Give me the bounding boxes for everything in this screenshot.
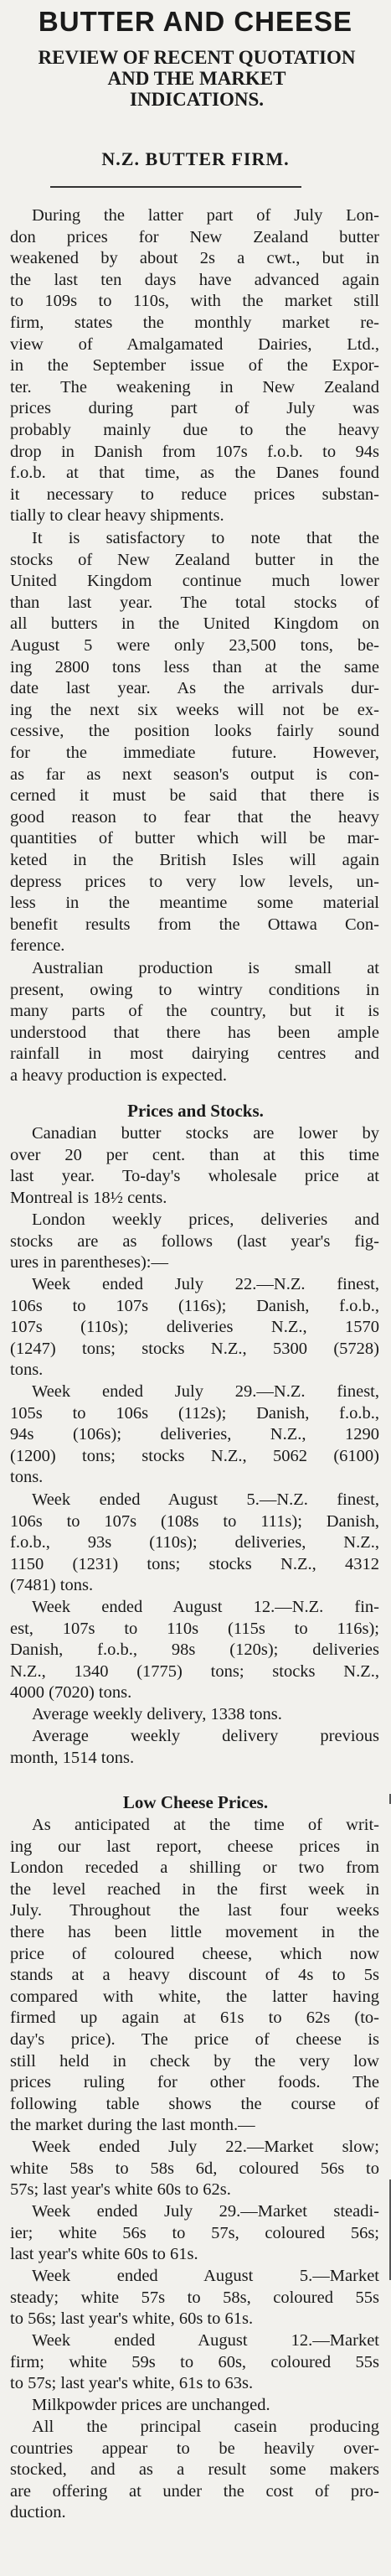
text-line: many parts of the country, but it is bbox=[10, 1002, 379, 1021]
text-line: Montreal is 18½ cents. bbox=[10, 1188, 167, 1207]
paragraph-text bbox=[0, 1381, 391, 1489]
deck-line: REVIEW OF RECENT QUOTATION bbox=[38, 47, 356, 68]
paragraph bbox=[0, 528, 391, 957]
text-line: last year. To-day's wholesale price at bbox=[10, 1167, 379, 1186]
text-line: are offering at under the cost of pro- bbox=[10, 2481, 379, 2501]
text-line: duction. bbox=[10, 2503, 66, 2522]
paragraph-text bbox=[0, 1123, 391, 1209]
text-line: compared with white, the latter having bbox=[10, 1987, 379, 2006]
text-line: to 109s to 110s, with the market still bbox=[10, 292, 379, 311]
weekly-report bbox=[0, 1381, 391, 1489]
text-line: drop in Danish from 107s f.o.b. to 94s bbox=[10, 442, 379, 461]
text-line: stocks are as follows (last year's fig- bbox=[10, 1231, 379, 1251]
paragraph bbox=[0, 205, 391, 527]
text-line: weakened by about 2s a cwt., but in bbox=[10, 249, 379, 268]
text-line: ing our last report, cheese prices in bbox=[10, 1837, 379, 1856]
text-line: 107s (110s); deliveries N.Z., 1570 bbox=[10, 1318, 379, 1337]
paragraph-text bbox=[0, 1726, 391, 1769]
text-line: 1150 (1231) tons; stocks N.Z., 4312 bbox=[10, 1554, 379, 1573]
subheading-cheese: Low Cheese Prices. bbox=[122, 1792, 269, 1812]
text-line: to 56s; last year's white, 60s to 61s. bbox=[10, 2309, 254, 2329]
text-line: a heavy production is expected. bbox=[10, 1065, 228, 1085]
text-line: ing the next six weeks will not be ex- bbox=[10, 700, 379, 719]
text-line: white 58s to 58s 6d, coloured 56s to bbox=[10, 2159, 379, 2178]
text-line: It is satisfactory to note that the bbox=[32, 529, 379, 547]
text-line: stands at a heavy discount of 4s to 5s bbox=[10, 1966, 379, 1985]
cheese-weekly-report bbox=[0, 2201, 391, 2266]
text-line: date last year. As the arrivals dur- bbox=[10, 679, 379, 698]
text-line: firmed up again at 61s to 62s (to- bbox=[10, 2008, 379, 2028]
cheese-weekly-report bbox=[0, 2137, 391, 2201]
headline: BUTTER AND CHEESE bbox=[38, 6, 353, 37]
text-line: ference. bbox=[10, 936, 65, 956]
text-line: (1200) tons; stocks N.Z., 5062 (6100) bbox=[10, 1446, 379, 1465]
text-line: tons. bbox=[10, 1361, 44, 1380]
paragraph-text bbox=[0, 2395, 391, 2417]
text-line: than last year. The total stocks of bbox=[10, 593, 379, 612]
text-line: probably mainly due to the heavy bbox=[10, 420, 379, 439]
text-line: benefit results from the Ottawa Con- bbox=[10, 915, 379, 934]
text-line: ing 2800 tons less than at the same bbox=[10, 657, 379, 676]
text-line: 4000 (7020) tons. bbox=[10, 1683, 132, 1703]
text-line: prices ruling for other foods. The bbox=[10, 2073, 379, 2092]
paragraph-text bbox=[0, 1704, 391, 1726]
section-title: N.Z. BUTTER FIRM. bbox=[101, 148, 290, 169]
text-line: in the September issue of the Expor- bbox=[10, 356, 379, 376]
text-line: Milkpowder prices are unchanged. bbox=[32, 2396, 270, 2414]
text-line: 105s to 106s (112s); Danish, f.o.b., bbox=[10, 1403, 379, 1423]
text-line: the level reached in the first week in bbox=[10, 1879, 379, 1899]
paragraph-text bbox=[0, 205, 391, 527]
text-line: cessive, the position looks fairly sound bbox=[10, 722, 379, 741]
text-line: tially to clear heavy shipments. bbox=[10, 506, 224, 526]
text-line: depress prices to very low levels, un- bbox=[10, 872, 379, 891]
text-line: (1247) tons; stocks N.Z., 5300 (5728) bbox=[10, 1339, 379, 1358]
weekly-report bbox=[0, 1490, 391, 1597]
text-line: cerned it must be said that there is bbox=[10, 786, 379, 806]
text-line: the market during the last month.— bbox=[10, 2116, 255, 2135]
deck-heading bbox=[8, 47, 385, 110]
text-line: As anticipated at the time of writ- bbox=[32, 1816, 379, 1834]
subheading-prices: Prices and Stocks. bbox=[127, 1101, 264, 1121]
text-line: to 57s; last year's white, 61s to 63s. bbox=[10, 2374, 254, 2393]
text-line: month, 1514 tons. bbox=[10, 1748, 135, 1767]
text-line: f.o.b. at that time, as the Danes found bbox=[10, 464, 379, 483]
text-line: N.Z., 1340 (1775) tons; stocks N.Z., bbox=[10, 1661, 379, 1681]
text-line: ures in parentheses):— bbox=[10, 1253, 168, 1272]
text-line: Week ended August 12.—N.Z. fin- bbox=[32, 1598, 379, 1616]
text-line: last year's white 60s to 61s. bbox=[10, 2245, 198, 2264]
text-line: price of coloured cheese, which now bbox=[10, 1944, 379, 1963]
text-line: 106s to 107s (116s); Danish, f.o.b., bbox=[10, 1296, 379, 1315]
text-line: firm; white 59s to 60s, coloured 55s bbox=[10, 2352, 379, 2371]
paragraph-text bbox=[0, 2137, 391, 2201]
text-line: view of Amalgamated Dairies, Ltd., bbox=[10, 334, 379, 354]
text-line: countries appear to be heavily over- bbox=[10, 2439, 379, 2458]
text-line: Week ended August 5.—Market bbox=[32, 2267, 379, 2285]
text-line: United Kingdom continue much lower bbox=[10, 572, 379, 591]
paragraph-text bbox=[0, 1210, 391, 1274]
text-line: firm, states the monthly market re- bbox=[10, 313, 379, 332]
text-line: est, 107s to 110s (115s to 116s); bbox=[10, 1619, 379, 1638]
paragraph-text bbox=[0, 2266, 391, 2330]
text-line: 106s to 107s (108s to 111s); Danish, bbox=[10, 1511, 379, 1531]
text-line: 94s (106s); deliveries, N.Z., 1290 bbox=[10, 1425, 379, 1444]
paragraph-text bbox=[0, 2417, 391, 2524]
text-line: London weekly prices, deliveries and bbox=[32, 1210, 379, 1229]
text-line: less in the meantime some material bbox=[10, 894, 379, 913]
text-line: Danish, f.o.b., 98s (120s); deliveries bbox=[10, 1640, 379, 1660]
paragraph-text bbox=[0, 2201, 391, 2266]
text-line: it necessary to reduce prices substan- bbox=[10, 485, 379, 504]
text-line: Average weekly delivery previous bbox=[32, 1727, 379, 1745]
text-line: Week ended July 29.—Market steadi- bbox=[32, 2202, 379, 2221]
deck-line: INDICATIONS. bbox=[130, 89, 264, 110]
paragraph-text bbox=[0, 2330, 391, 2395]
paragraph-text bbox=[0, 1597, 391, 1704]
text-line: there has been little movement in the bbox=[10, 1922, 379, 1941]
text-line: Week ended July 29.—N.Z. finest, bbox=[32, 1382, 379, 1401]
text-line: ter. The weakening in New Zealand bbox=[10, 377, 379, 397]
text-line: keted in the British Isles will again bbox=[10, 850, 379, 869]
paragraph-text bbox=[0, 1274, 391, 1381]
text-line: all butters in the United Kingdom on bbox=[10, 614, 379, 634]
text-line: for the immediate future. However, bbox=[10, 743, 379, 762]
divider-rule bbox=[50, 186, 301, 188]
paragraph bbox=[0, 2417, 391, 2524]
paragraph-text bbox=[0, 1815, 391, 2137]
text-line: stocks of New Zealand butter in the bbox=[10, 550, 379, 569]
text-line: Week ended July 22.—N.Z. finest, bbox=[32, 1275, 379, 1293]
text-line: Average weekly delivery, 1338 tons. bbox=[32, 1705, 282, 1723]
text-line: Week ended August 12.—Market bbox=[32, 2331, 379, 2350]
text-line: Australian production is small at bbox=[32, 959, 379, 977]
text-line: over 20 per cent. than at this time bbox=[10, 1145, 379, 1164]
text-line: tons. bbox=[10, 1468, 44, 1487]
deck-line: AND THE MARKET bbox=[107, 68, 286, 89]
text-line: present, owing to wintry conditions in bbox=[10, 980, 379, 999]
paragraph bbox=[0, 1726, 391, 1769]
text-line: understood that there has been ample bbox=[10, 1023, 379, 1042]
paragraph bbox=[0, 958, 391, 1087]
paragraph-text bbox=[0, 958, 391, 1087]
weekly-report bbox=[0, 1274, 391, 1381]
text-line: the last ten days have advanced again bbox=[10, 270, 379, 289]
paragraph bbox=[0, 1815, 391, 2137]
text-line: still held in check by the very low bbox=[10, 2051, 379, 2071]
text-line: ier; white 56s to 57s, coloured 56s; bbox=[10, 2223, 379, 2242]
text-line: August 5 were only 23,500 tons, be- bbox=[10, 635, 379, 655]
weekly-report bbox=[0, 1597, 391, 1704]
text-line: good reason to fear that the heavy bbox=[10, 807, 379, 827]
text-line: During the latter part of July Lon- bbox=[32, 206, 379, 225]
paragraph bbox=[0, 2395, 391, 2417]
text-line: quantities of butter which will be mar- bbox=[10, 829, 379, 848]
paragraph bbox=[0, 1123, 391, 1209]
text-line: Week ended August 5.—N.Z. finest, bbox=[32, 1490, 379, 1509]
text-line: Week ended July 22.—Market slow; bbox=[32, 2138, 379, 2156]
text-line: July. Throughout the last four weeks bbox=[10, 1901, 379, 1920]
text-line: following table shows the course of bbox=[10, 2094, 379, 2113]
text-line: Canadian butter stocks are lower by bbox=[32, 1124, 379, 1143]
text-line: don prices for New Zealand butter bbox=[10, 227, 379, 246]
cheese-weekly-report bbox=[0, 2266, 391, 2330]
text-line: (7481) tons. bbox=[10, 1576, 94, 1595]
text-line: stocked, and as a result some makers bbox=[10, 2460, 379, 2480]
cheese-weekly-report bbox=[0, 2330, 391, 2395]
text-line: prices during part of July was bbox=[10, 399, 379, 418]
text-line: f.o.b., 93s (110s); deliveries, N.Z., bbox=[10, 1533, 379, 1552]
paragraph bbox=[0, 1704, 391, 1726]
text-line: steady; white 57s to 58s, coloured 55s bbox=[10, 2288, 379, 2307]
text-line: rainfall in most dairying centres and bbox=[10, 1044, 379, 1064]
paragraph bbox=[0, 1210, 391, 1274]
text-line: 57s; last year's white 60s to 62s. bbox=[10, 2180, 231, 2200]
text-line: London receded a shilling or two from bbox=[10, 1858, 379, 1878]
text-line: day's price). The price of cheese is bbox=[10, 2029, 379, 2049]
paragraph-text bbox=[0, 1490, 391, 1597]
paragraph-text bbox=[0, 528, 391, 957]
text-line: as far as next season's output is con- bbox=[10, 765, 379, 784]
text-line: All the principal casein producing bbox=[32, 2418, 379, 2436]
